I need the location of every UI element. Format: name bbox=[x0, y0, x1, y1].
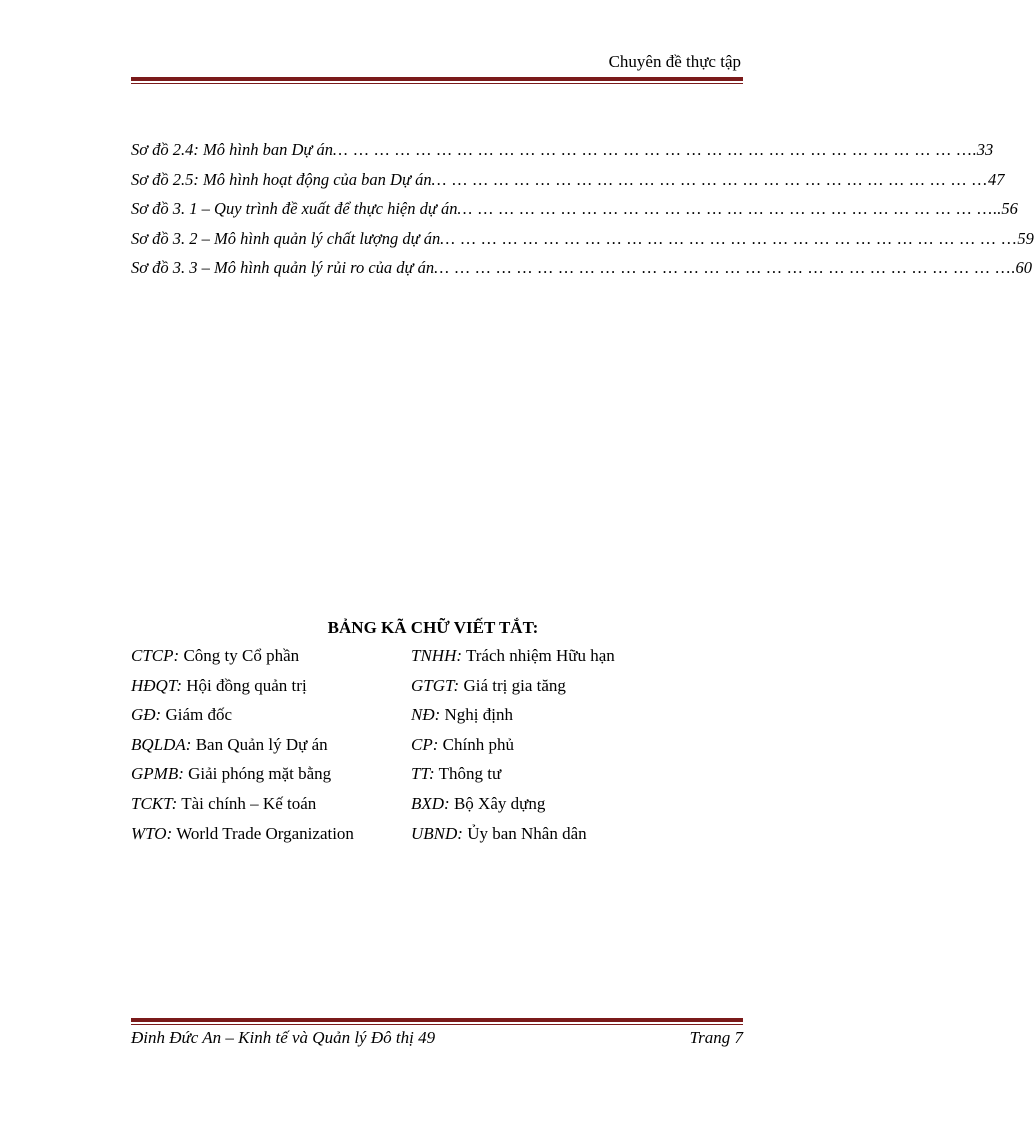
abbreviation-row bbox=[131, 764, 691, 794]
abbreviation-code: TNHH: bbox=[411, 646, 463, 665]
abbreviation-item bbox=[411, 646, 691, 676]
toc-entry[interactable] bbox=[131, 169, 1005, 200]
abbreviation-item bbox=[411, 764, 691, 794]
abbreviation-meaning: Bộ Xây dựng bbox=[449, 793, 546, 813]
abbreviation-item bbox=[131, 705, 411, 735]
abbreviation-meaning: World Trade Organization bbox=[172, 823, 354, 843]
toc-entry-leader: … … … … … … … … … … … … … … … … … … … … … … … … … … … … bbox=[440, 228, 1018, 248]
toc-entry-leader: … … … … … … … … … … … … … … … … … … … … … … … … … … … bbox=[431, 169, 988, 189]
abbreviations-heading: BẢNG KÃ CHỮ VIẾT TẮT: bbox=[327, 618, 539, 637]
abbreviation-row bbox=[131, 735, 691, 765]
abbreviation-item bbox=[131, 824, 411, 854]
abbreviation-item bbox=[411, 735, 691, 765]
footer-author: Đinh Đức An – Kinh tế và Quản lý Đô thị 49 bbox=[131, 1028, 436, 1047]
header-rule-thin bbox=[131, 83, 743, 84]
toc-entry-leader: … … … … … … … … … … … … … … … … … … … … … … … … … … bbox=[457, 199, 994, 218]
toc-entry-page: .33 bbox=[972, 140, 994, 159]
abbreviation-item bbox=[411, 794, 691, 824]
footer-rule-thick bbox=[131, 1018, 743, 1022]
abbreviation-item bbox=[411, 705, 691, 735]
abbreviation-item bbox=[131, 735, 411, 765]
toc-entry[interactable] bbox=[131, 199, 1018, 229]
abbreviation-meaning: Trách nhiệm Hữu hạn bbox=[462, 646, 615, 665]
toc-entry-label: Sơ đồ 2.4: Mô hình ban Dự án bbox=[131, 140, 334, 159]
toc-entry-leader: … … … … … … … … … … … … … … … … … … … … … … … … … … … … … … … bbox=[333, 140, 973, 159]
toc-entry[interactable] bbox=[131, 258, 1032, 288]
footer-page-number: Trang 7 bbox=[689, 1028, 743, 1047]
abbreviation-item bbox=[131, 646, 411, 676]
toc-entry[interactable] bbox=[131, 140, 994, 170]
figure-list bbox=[131, 140, 1034, 288]
abbreviation-row bbox=[131, 794, 691, 824]
abbreviation-code: HĐQT: bbox=[131, 675, 183, 695]
page-footer bbox=[131, 1028, 743, 1048]
abbreviation-meaning: Ủy ban Nhân dân bbox=[462, 823, 587, 843]
header-rule-thick bbox=[131, 77, 743, 81]
abbreviation-meaning: Giải phóng mặt bằng bbox=[183, 764, 332, 784]
toc-entry-page: .60 bbox=[1011, 258, 1032, 277]
abbreviation-row bbox=[131, 646, 691, 676]
abbreviation-item bbox=[131, 794, 411, 824]
toc-entry-page: ..56 bbox=[993, 199, 1018, 218]
abbreviation-meaning: Ban Quản lý Dự án bbox=[191, 734, 328, 754]
abbreviation-meaning: Nghị định bbox=[440, 705, 514, 725]
abbreviation-meaning: Giám đốc bbox=[161, 705, 233, 725]
abbreviation-meaning: Chính phủ bbox=[438, 734, 514, 754]
abbreviation-meaning: Giá trị gia tăng bbox=[459, 675, 566, 695]
abbreviation-meaning: Thông tư bbox=[434, 764, 502, 784]
abbreviation-code: TCKT: bbox=[131, 793, 178, 813]
toc-entry-leader: … … … … … … … … … … … … … … … … … … … … … … … … … … … … bbox=[434, 258, 1012, 277]
abbreviation-code: WTO: bbox=[131, 823, 173, 843]
abbreviation-row bbox=[131, 705, 691, 735]
abbreviation-item bbox=[131, 676, 411, 706]
abbreviation-code: CP: bbox=[411, 734, 439, 754]
abbreviation-row bbox=[131, 824, 691, 854]
abbreviation-code: BQLDA: bbox=[131, 734, 192, 754]
toc-entry-label: Sơ đồ 3. 2 – Mô hình quản lý chất lượng dự án bbox=[131, 228, 441, 248]
toc-entry[interactable] bbox=[131, 228, 1034, 259]
abbreviations-table bbox=[131, 646, 691, 853]
toc-entry-label: Sơ đồ 2.5: Mô hình hoạt động của ban Dự án bbox=[131, 169, 432, 189]
abbreviation-code: TT: bbox=[411, 764, 435, 784]
abbreviation-code: GĐ: bbox=[131, 705, 162, 725]
abbreviation-item bbox=[411, 676, 691, 706]
toc-entry-label: Sơ đồ 3. 3 – Mô hình quản lý rủi ro của dự án bbox=[131, 258, 435, 277]
abbreviation-code: UBND: bbox=[411, 823, 463, 843]
abbreviation-meaning: Công ty Cổ phần bbox=[179, 646, 300, 665]
toc-entry-page: 47 bbox=[987, 169, 1005, 189]
abbreviation-code: GTGT: bbox=[411, 675, 460, 695]
abbreviation-code: BXD: bbox=[411, 793, 450, 813]
abbreviation-code: GPMB: bbox=[131, 764, 184, 784]
abbreviation-row bbox=[131, 676, 691, 706]
abbreviation-code: CTCP: bbox=[131, 646, 180, 665]
abbreviation-meaning: Tài chính – Kế toán bbox=[177, 793, 317, 813]
abbreviation-code: NĐ: bbox=[411, 705, 441, 725]
abbreviation-item bbox=[131, 764, 411, 794]
footer-rule-thin bbox=[131, 1024, 743, 1025]
abbreviation-meaning: Hội đồng quản trị bbox=[182, 675, 307, 695]
header-title: Chuyên đề thực tập bbox=[608, 52, 741, 71]
toc-entry-label: Sơ đồ 3. 1 – Quy trình đề xuất để thực hiện dự án bbox=[131, 199, 458, 218]
abbreviation-item bbox=[411, 824, 691, 854]
toc-entry-page: 59 bbox=[1017, 228, 1034, 248]
